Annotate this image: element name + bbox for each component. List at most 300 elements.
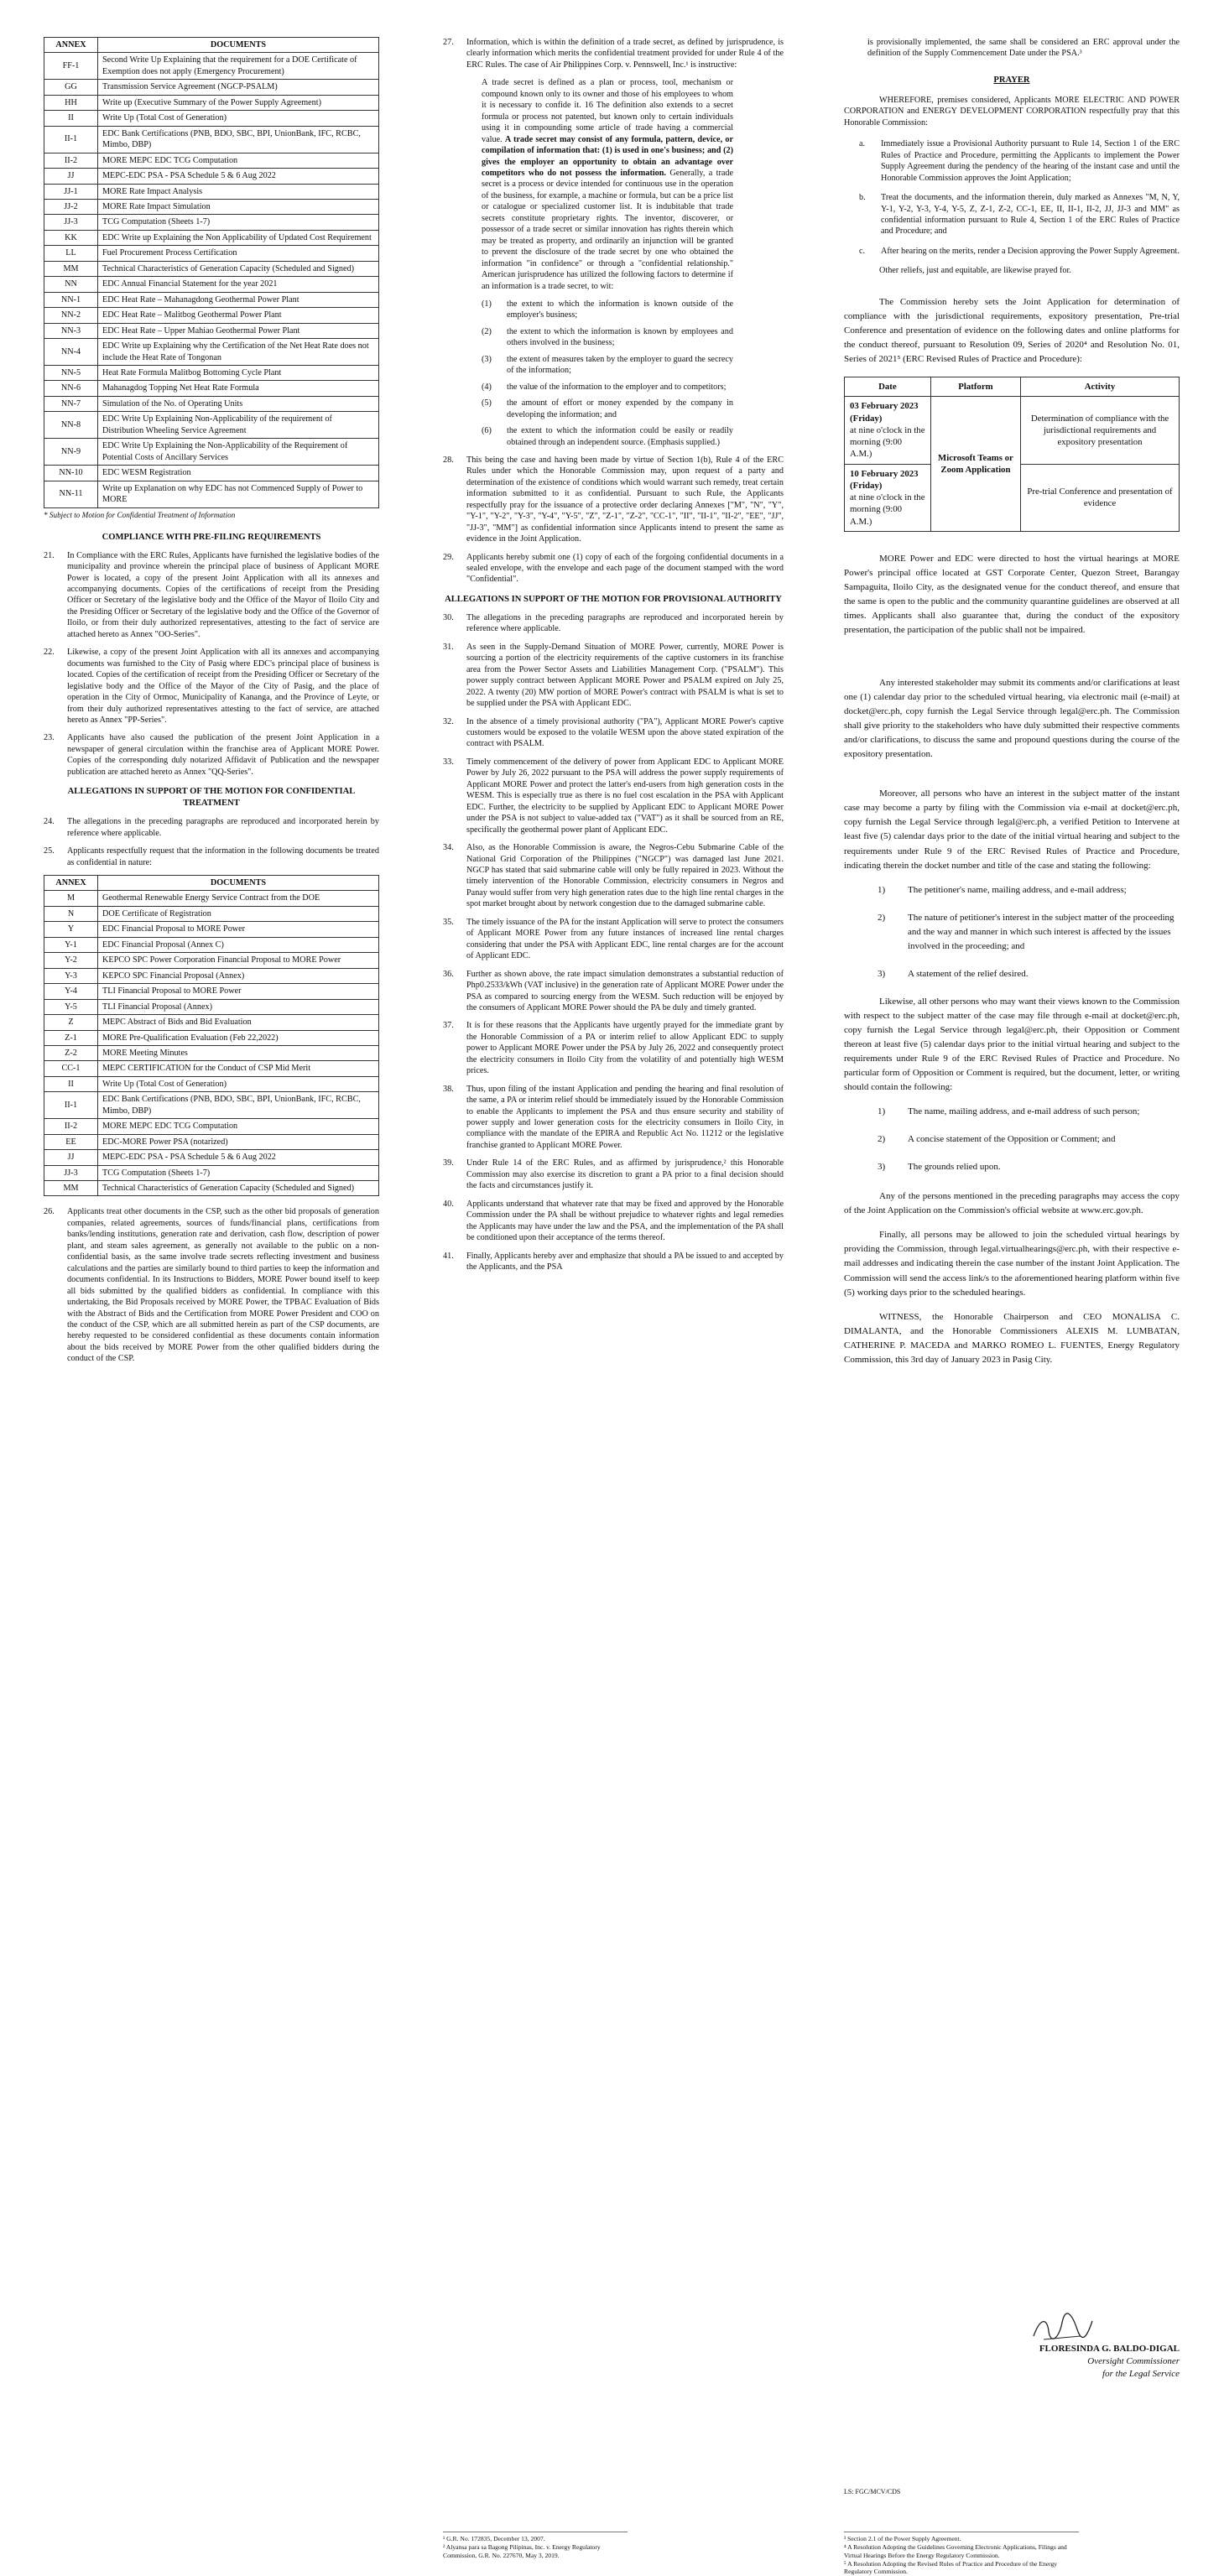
annex-code: EE	[44, 1134, 98, 1149]
requirement-number: 3)	[878, 968, 886, 979]
paragraph-text: Applicants respectfully request that the information in the following documents be treated as confidential in nature:	[67, 846, 379, 867]
trade-secret-factors	[482, 299, 733, 448]
prayer-item-c	[844, 246, 1180, 257]
table-row	[44, 984, 379, 999]
paragraph-number: 23.	[44, 733, 55, 743]
platform-header: Platform	[930, 377, 1020, 397]
annex-code: II-1	[44, 126, 98, 153]
annex-code: MM	[44, 1181, 98, 1196]
item-letter: c.	[859, 246, 866, 256]
requirement-number: 3)	[878, 1162, 886, 1173]
paragraph-text: Further as shown above, the rate impact simulation demonstrates a substantial reduction of Php0.2533/kWh (VAT inclusive) in the generation rate of Applicant MORE Power under the PSA as compared to sourcing energy from the WESM. Such reduction will be enjoyed by the consumers of Applicant MORE Power should the PA be duly and timely granted.	[466, 969, 784, 1012]
paragraph-number: 30.	[443, 612, 454, 622]
annex-code: N	[44, 906, 98, 921]
annex-code: Y-4	[44, 984, 98, 999]
table-row	[44, 481, 379, 507]
table-row	[44, 1015, 379, 1030]
footnote: ³ Section 2.1 of the Power Supply Agreement.	[844, 2535, 961, 2542]
footnote: ² Alyansa para sa Bagong Pilipinas, Inc. v. Energy Regulatory Commission, G.R. No. 227670, May 3, 2019.	[443, 2542, 601, 2559]
table-row	[44, 1134, 379, 1149]
annex-document: MORE Rate Impact Analysis	[98, 184, 379, 199]
paragraph-21	[44, 550, 379, 641]
paragraph-number: 33.	[443, 757, 454, 767]
paragraph-text: In Compliance with the ERC Rules, Applicants have furnished the legislative bodies of the municipality and province wherein the principal place of business of Applicant MORE Power is located, a copy of the present Joint Application with all its annexes and accompanying documents. Copies of the certifications of receipt from the Presiding Officer or Secretary of the legislative body and the Office of the Mayor of Iloilo City and the Presiding Officer or Secretary of the legislative body and the Office of the Governor of Iloilo, or from their duly authorized representatives, attesting to the fact of service are attached hereto as Annex "OO-Series".	[67, 550, 379, 639]
table-row	[44, 126, 379, 153]
annex-code: NN-6	[44, 381, 98, 396]
item-letter: b.	[859, 193, 866, 203]
annex-code: GG	[44, 80, 98, 95]
table-row	[44, 937, 379, 952]
annex-code: JJ-2	[44, 199, 98, 214]
annex-document: EDC Financial Proposal (Annex C)	[98, 937, 379, 952]
annex-document: MEPC Abstract of Bids and Bid Evaluation	[98, 1015, 379, 1030]
annex-code: II-2	[44, 1119, 98, 1134]
hearing-venue-paragraph: MORE Power and EDC were directed to host the virtual hearings at MORE Power's principal office located at GST Corporate Center, Quezon Street, Barangay Sampaguita, Iloilo City, as the designated venue for the conduct thereof, and ensure that the same is open to the public and the community quarantine guidelines are observed at all times. Applicants shall also guarantee that, during the conduct of the expository presentation, the participation of the public shall not be impaired.	[844, 553, 1180, 635]
paragraph-text: Also, as the Honorable Commission is aware, the Negros-Cebu Submarine Cable of the National Grid Corporation of the Philippines ("NGCP") was damaged last June 2021. NGCP has stated that said submarine cable will only be fully repaired in 2023. Without the timely intervention of the Honorable Commission, electricity consumers in Negros and Panay would suffer from very high generation rates due to the high line rental charges in the spot market brought about by network congestion due to the damaged submarine cable.	[466, 843, 784, 909]
signature-block	[1003, 2343, 1180, 2381]
table-row	[44, 169, 379, 184]
table-row	[44, 1030, 379, 1045]
annex-code: NN-9	[44, 439, 98, 466]
annex-code: Z-1	[44, 1030, 98, 1045]
annex-code: NN-3	[44, 323, 98, 338]
paragraph-24	[44, 816, 379, 839]
requirement-item	[878, 883, 1180, 898]
table-row	[44, 277, 379, 292]
column-left	[44, 37, 379, 1371]
reference-initials: LS: FGC/MCV/CDS	[844, 2488, 901, 2495]
table-row	[44, 339, 379, 366]
list-item-text: the extent of measures taken by the employer to guard the secrecy of the information;	[507, 354, 733, 376]
paragraph-number: 41.	[443, 1251, 454, 1261]
paragraph-text: The allegations in the preceding paragraphs are reproduced and incorporated herein by reference where applicable.	[466, 612, 784, 634]
list-item-text: the amount of effort or money expended by the company in developing the information; and	[507, 398, 733, 419]
annex-code: II-2	[44, 153, 98, 168]
table-row	[44, 246, 379, 261]
list-item-number: (5)	[482, 398, 492, 409]
annex-document: Mahanagdog Topping Net Heat Rate Formula	[98, 381, 379, 396]
paragraph-40	[443, 1199, 784, 1244]
prayer-item-a	[844, 138, 1180, 184]
table-row	[44, 412, 379, 439]
list-item	[482, 382, 733, 393]
prayer-intro: WHEREFORE, premises considered, Applicants MORE ELECTRIC AND POWER CORPORATION and ENERGY DEVELOPMENT CORPORATION respectfully pray that this Honorable Commission:	[844, 95, 1180, 127]
signatory-title: Oversight Commissioner	[1087, 2355, 1180, 2366]
prayer-item-b	[844, 192, 1180, 237]
table-row	[44, 199, 379, 214]
paragraph-number: 35.	[443, 917, 454, 927]
paragraph-number: 21.	[44, 550, 55, 560]
annex-code: NN-4	[44, 339, 98, 366]
annex-table-2	[44, 875, 379, 1197]
quote-text: A trade secret is defined as a plan or process, tool, mechanism or compound known only to its owner and those of his employees to whom it is necessary to confide it. 16 The definition also extends to a secret formula or process not patented, but known only to certain individuals using it in compounding some article of trade having a commercial value.	[482, 78, 733, 144]
paragraph-text: Finally, Applicants hereby aver and emphasize that should a PA be issued to and accepted by the Applicants, and the PSA	[466, 1251, 784, 1272]
annex-document: MORE MEPC EDC TCG Computation	[98, 1119, 379, 1134]
annex-document: MORE Pre-Qualification Evaluation (Feb 22,2022)	[98, 1030, 379, 1045]
paragraph-31	[443, 642, 784, 710]
annex-document: Simulation of the No. of Operating Units	[98, 396, 379, 411]
annex-document: Write up (Executive Summary of the Power Supply Agreement)	[98, 95, 379, 110]
list-item-number: (4)	[482, 382, 492, 392]
table-row	[44, 1045, 379, 1060]
signatory-name: FLORESINDA G. BALDO-DIGAL	[1039, 2344, 1180, 2354]
annex-code: M	[44, 891, 98, 906]
annex-document: MORE MEPC EDC TCG Computation	[98, 153, 379, 168]
annex-document: KEPCO SPC Financial Proposal (Annex)	[98, 968, 379, 983]
table-row	[44, 1076, 379, 1091]
intervention-paragraph: Moreover, all persons who have an interest in the subject matter of the instant case may become a party by filing with the Commission via e-mail at docket@erc.ph, copy furnish the Legal Service through legal@erc.ph, a verified Petition to Intervene at least five (5) calendar days prior to the date of the initial virtual hearing and subject to the requirements under Rule 9 of the ERC Revised Rules of Practice and Procedure, indicating therein the docket number and title of the case and stating the following:	[844, 788, 1180, 871]
paragraph-29	[443, 552, 784, 585]
paragraph-number: 39.	[443, 1158, 454, 1168]
paragraph-text: Applicants treat other documents in the CSP, such as the other bid proposals of generation companies, related agreements, sources of funds/financial plans, certifications from banks/lending institutions, generation rate and derivation, cash flow, description of power plant, and steam sales agreement, as generally not available to the public on a non-confidential basis, as the same involve trade secrets reflecting investment and business calculations and the parties are similarly bound to third parties to keep the information and documents confidential. In its Instructions to Bidders, MORE Power bound itself to keep all bids submitted by the qualified bidders as confidential. In compliance with this undertaking, the Bid Proposals received by MORE Power, the TPBAC Evaluation of Bids with the Abstract of Bids and the Certification from MORE Power President and COO on the conduct of the CSP, which are all submitted herein as part of the CSP documents, are hereby requested to be considered confidential as these documents contain information about the bids received by MORE Power from the other qualified bidders during the conduct of the CSP.	[67, 1207, 379, 1364]
annex-header: ANNEX	[44, 38, 98, 53]
table-row	[44, 922, 379, 937]
list-item	[482, 299, 733, 321]
annex-code: Y-2	[44, 953, 98, 968]
table-row	[44, 968, 379, 983]
annex-code: Y-5	[44, 999, 98, 1014]
paragraph-number: 32.	[443, 716, 454, 726]
paragraph-text: Applicants have also caused the publication of the present Joint Application in a newspaper of general circulation within the franchise area of Applicant MORE Power. Copies of the corresponding duly notarized Affidavit of Publication and the newspaper publication are attached hereto as Annex "QQ-Series".	[67, 733, 379, 777]
confidential-note: * Subject to Motion for Confidential Treatment of Information	[44, 510, 236, 519]
annex-code: NN-8	[44, 412, 98, 439]
annex-table-2-body	[44, 891, 379, 1196]
footnote: ⁴ A Resolution Adopting the Guidelines Governing Electronic Applications, Filings and Virtual Hearings Before the Energy Regulatory Commission.	[844, 2542, 1067, 2559]
list-item-text: the extent to which the information is known outside of the employer's business;	[507, 299, 733, 320]
annex-code: Y	[44, 922, 98, 937]
opposition-requirements	[844, 1105, 1180, 1174]
item-text: Immediately issue a Provisional Authority pursuant to Rule 14, Section 1 of the ERC Rules of Practice and Procedure, permitting the Applicants to implement the Power Supply Agreement during the pendency of the hearing of the instant case and until the Honorable Commission approves the Joint Application;	[881, 139, 1180, 183]
other-reliefs: Other reliefs, just and equitable, are likewise prayed for.	[879, 266, 1071, 276]
list-item-text: the extent to which the information could be easily or readily obtained through an independent source. (Emphasis supplied.)	[507, 426, 733, 447]
item-text: After hearing on the merits, render a Decision approving the Power Supply Agreement.	[881, 246, 1180, 256]
annex-code: Z	[44, 1015, 98, 1030]
requirement-number: 2)	[878, 1134, 886, 1145]
requirement-item	[878, 911, 1180, 954]
annex-document: EDC Heat Rate – Malitbog Geothermal Power Plant	[98, 308, 379, 323]
requirement-item	[878, 1105, 1180, 1119]
section-heading-provisional: ALLEGATIONS IN SUPPORT OF THE MOTION FOR PROVISIONAL AUTHORITY	[445, 594, 782, 604]
annex-document: EDC Heat Rate – Upper Mahiao Geothermal Power Plant	[98, 323, 379, 338]
annex-table-1-body	[44, 53, 379, 507]
table-row	[44, 1119, 379, 1134]
section-heading-compliance: COMPLIANCE WITH PRE-FILING REQUIREMENTS	[102, 532, 321, 542]
list-item-number: (1)	[482, 299, 492, 309]
annex-document: EDC Write up Explaining why the Certification of the Net Heat Rate does not include the Heat Rate of Tongonan	[98, 339, 379, 366]
annex-code: II	[44, 111, 98, 126]
annex-code: MM	[44, 261, 98, 276]
annex-code: LL	[44, 246, 98, 261]
requirement-item	[878, 1160, 1180, 1174]
paragraph-number: 27.	[443, 38, 454, 47]
table-row	[44, 230, 379, 245]
requirement-number: 1)	[878, 1106, 886, 1117]
annex-code: Y-1	[44, 937, 98, 952]
list-item	[482, 354, 733, 377]
annex-document: MEPC CERTIFICATION for the Conduct of CSP Mid Merit	[98, 1061, 379, 1076]
witness-paragraph: WITNESS, the Honorable Chairperson and CEO MONALISA C. DIMALANTA, and the Honorable Commissioners ALEXIS M. LUMBATAN, CATHERINE P. MACEDA and MARKO ROMEO L. FUENTES, Energy Regulatory Commission, this 3rd day of January 2023 in Pasig City.	[844, 1311, 1180, 1365]
annex-document: TLI Financial Proposal (Annex)	[98, 999, 379, 1014]
paragraph-number: 24.	[44, 817, 55, 827]
schedule-date	[845, 464, 931, 531]
annex-document: EDC Write Up Explaining Non-Applicability of the requirement of Distribution Wheeling Service Agreement	[98, 412, 379, 439]
annex-code: II	[44, 1076, 98, 1091]
table-row	[44, 906, 379, 921]
annex-code: II-1	[44, 1092, 98, 1119]
annex-document: Technical Characteristics of Generation Capacity (Scheduled and Signed)	[98, 261, 379, 276]
paragraph-number: 37.	[443, 1021, 454, 1031]
annex-code: NN-2	[44, 308, 98, 323]
paragraph-22	[44, 647, 379, 726]
paragraph-41	[443, 1251, 784, 1273]
footnote: ⁵ A Resolution Adopting the Revised Rules of Practice and Procedure of the Energy Regulatory Commission.	[844, 2559, 1058, 2576]
annex-document: Technical Characteristics of Generation Capacity (Scheduled and Signed)	[98, 1181, 379, 1196]
table-row	[44, 1092, 379, 1119]
paragraph-number: 25.	[44, 846, 55, 856]
annex-code: NN-10	[44, 466, 98, 481]
paragraph-text: Under Rule 14 of the ERC Rules, and as affirmed by jurisprudence,² this Honorable Commission may also exercise its discretion to grant a PA prior to a final decision should the facts and circumstances justify it.	[466, 1158, 784, 1191]
table-row	[44, 95, 379, 110]
paragraph-text: Applicants understand that whatever rate that may be fixed and approved by the Honorable Commission under the PA shall be without prejudice to whatever rights and legal remedies the Applicants may have under the law and the PSA, and the implementation of the PA shall be conditioned upon their acceptance of the terms thereof.	[466, 1199, 784, 1243]
paragraph-41-continued: is provisionally implemented, the same shall be considered an ERC approval under the definition of the Supply Commencement Date under the PSA.³	[867, 38, 1180, 59]
table-row	[44, 292, 379, 307]
paragraph-36	[443, 969, 784, 1014]
paragraph-number: 38.	[443, 1084, 454, 1094]
requirement-text: The petitioner's name, mailing address, and e-mail address;	[908, 884, 1127, 895]
list-item	[482, 326, 733, 349]
annex-header: ANNEX	[44, 875, 98, 890]
paragraph-27	[443, 37, 784, 70]
table-row	[44, 891, 379, 906]
list-item-number: (2)	[482, 326, 492, 336]
table-row	[44, 953, 379, 968]
annex-code: JJ	[44, 1150, 98, 1165]
annex-code: NN	[44, 277, 98, 292]
table-row	[44, 1181, 379, 1196]
annex-code: JJ-3	[44, 215, 98, 230]
schedule-date	[845, 397, 931, 464]
schedule-time: at nine o'clock in the morning (9:00 A.M.)	[850, 492, 925, 527]
table-row	[44, 323, 379, 338]
annex-code: NN-1	[44, 292, 98, 307]
item-text: Treat the documents, and the information therein, duly marked as Annexes "M, N, Y, Y-1, Y-2, Y-3, Y-4, Y-5, Z, Z-1, Z-2, CC-1, EE, II, II-1, II-2, JJ, JJ-3 and MM" as confidential information pursuant to Rule 4, Section 1 of the ERC Rules of Practice and Procedure; and	[881, 193, 1180, 237]
schedule-date-bold: 03 February 2023 (Friday)	[850, 401, 919, 424]
annex-document: EDC Bank Certifications (PNB, BDO, SBC, BPI, UnionBank, IFC, RCBC, Mimbo, DBP)	[98, 126, 379, 153]
paragraph-23	[44, 732, 379, 778]
signature-scribble-icon	[1029, 2311, 1096, 2344]
paragraph-38	[443, 1084, 784, 1152]
annex-document: MEPC-EDC PSA - PSA Schedule 5 & 6 Aug 2022	[98, 169, 379, 184]
join-hearings-paragraph: Finally, all persons may be allowed to join the scheduled virtual hearings by providing the Commission, through legal.virtualhearings@erc.ph, with their respective e-mail addresses and indicating therein the case number of the instant Joint Application. The Commission will send the access link/s to the aforementioned hearing platform within five (5) working days prior to the scheduled hearings.	[844, 1230, 1180, 1298]
table-row	[44, 999, 379, 1014]
requirement-number: 2)	[878, 912, 886, 923]
paragraph-number: 22.	[44, 648, 55, 658]
paragraph-text: Likewise, a copy of the present Joint Application with all its annexes and accompanying documents was furnished to the City of Pasig where EDC's principal place of business is located. Copies of the certification of receipt from the Presiding Officer or Secretary of the legislative body and the Office of the Mayor of the City of Pasig, and the place of operation in the City of Ormoc, Municipality of Kananga, and the Province of Leyte, or from their duly authorized representatives attesting to the fact of service, are attached hereto as Annex "PP-Series".	[67, 648, 379, 725]
annex-document: EDC Heat Rate – Mahanagdong Geothermal Power Plant	[98, 292, 379, 307]
paragraph-number: 40.	[443, 1199, 454, 1209]
list-item-text: the value of the information to the employer and to competitors;	[507, 382, 727, 392]
annex-document: EDC Financial Proposal to MORE Power	[98, 922, 379, 937]
schedule-row	[845, 397, 1180, 464]
paragraph-number: 34.	[443, 843, 454, 853]
activity-header: Activity	[1021, 377, 1180, 397]
annex-document: MEPC-EDC PSA - PSA Schedule 5 & 6 Aug 2022	[98, 1150, 379, 1165]
date-header: Date	[845, 377, 931, 397]
annex-code: FF-1	[44, 53, 98, 80]
paragraph-number: 28.	[443, 455, 454, 465]
footnotes-middle	[443, 2532, 628, 2560]
annex-code: KK	[44, 230, 98, 245]
annex-document: EDC Annual Financial Statement for the year 2021	[98, 277, 379, 292]
annex-code: NN-11	[44, 481, 98, 507]
quote-bold-text: A trade secret may consist of any formula, pattern, device, or compilation of information that: (1) is used in one's business; and (2) gives the employer an opportunity to obtain an advantage over competitors who do not possess the information.	[482, 134, 734, 178]
annex-document: KEPCO SPC Power Corporation Financial Proposal to MORE Power	[98, 953, 379, 968]
table-row	[44, 396, 379, 411]
annex-document: EDC WESM Registration	[98, 466, 379, 481]
paragraph-text: The timely issuance of the PA for the instant Application will serve to protect the consumers of Applicant MORE Power from any future instances of increased line rental charges considering that under the PSA with Applicant EDC, line rental charges are for the account of Applicant EDC.	[466, 917, 784, 961]
paragraph-number: 31.	[443, 642, 454, 652]
schedule-activity: Determination of compliance with the jurisdictional requirements and expository presentation	[1021, 397, 1180, 464]
table-row	[44, 80, 379, 95]
annex-code: Y-3	[44, 968, 98, 983]
paragraph-34	[443, 842, 784, 910]
paragraph-33	[443, 757, 784, 835]
annex-document: Second Write Up Explaining that the requirement for a DOE Certificate of Exemption does not apply (Emergency Procurement)	[98, 53, 379, 80]
requirement-text: A concise statement of the Opposition or Comment; and	[908, 1134, 1116, 1145]
annex-document: DOE Certificate of Registration	[98, 906, 379, 921]
requirement-text: A statement of the relief desired.	[908, 968, 1029, 979]
block-quote	[482, 77, 733, 292]
table-row	[44, 1061, 379, 1076]
schedule-platform: Microsoft Teams or Zoom Application	[930, 397, 1020, 532]
annex-document: Transmission Service Agreement (NGCP-PSALM)	[98, 80, 379, 95]
annex-table-1	[44, 37, 379, 508]
annex-document: TLI Financial Proposal to MORE Power	[98, 984, 379, 999]
list-item-text: the extent to which the information is known by employees and others involved in the business;	[507, 326, 733, 348]
paragraph-30	[443, 612, 784, 635]
table-row	[44, 1165, 379, 1180]
paragraph-text: Thus, upon filing of the instant Application and pending the hearing and final resolution of the same, a PA or interim relief should be immediately issued by the Honorable Commission to enable the Applicants to implement the PSA and thus ensure security and stability of power supply and lower generation costs for the electricity consumers in Iloilo City, in compliance with the mandate of the EPIRA and Republic Act No. 11212 or the legislative franchise granted to Applicant MORE Power.	[466, 1084, 784, 1150]
paragraph-35	[443, 917, 784, 962]
paragraph-text: Information, which is within the definition of a trade secret, as defined by jurisprudence, is clearly information which merits the confidential treatment provided for under Rule 4 of the ERC Rules. The case of Air Philippines Corp. v. Pennswell, Inc.¹ is instructive:	[466, 38, 784, 70]
paragraph-26	[44, 1206, 379, 1364]
annex-code: HH	[44, 95, 98, 110]
paragraph-32	[443, 716, 784, 750]
paragraph-37	[443, 1020, 784, 1076]
paragraph-text: In the absence of a timely provisional authority ("PA"), Applicant MORE Power's captive customers would be exposed to the volatile WESM upon the above stated expiration of the contract with PSALM.	[466, 716, 784, 749]
table-row	[44, 215, 379, 230]
annex-document: Fuel Procurement Process Certification	[98, 246, 379, 261]
hearing-schedule-table	[844, 377, 1180, 532]
paragraph-28	[443, 455, 784, 545]
footnotes-right	[844, 2532, 1079, 2576]
column-middle	[443, 37, 784, 1279]
list-item	[482, 425, 733, 448]
annex-code: NN-5	[44, 365, 98, 380]
annex-document: EDC Write Up Explaining the Non-Applicability of the Requirement of Potential Costs of Ancillary Services	[98, 439, 379, 466]
requirement-item	[878, 1132, 1180, 1147]
paragraph-text: As seen in the Supply-Demand Situation of MORE Power, currently, MORE Power is sourcing a portion of the electricity requirements of the captive customers in its franchise area from the Power Sector Assets and Liabilities Management Corp. ("PSALM"). This power supply contract between Applicant MORE Power and PSALM expired on July 25, 2022. A twenty (20) MW portion of MORE Power's contract with PSALM is what is set to be supplied under the PSA with Applicant EDC.	[466, 642, 784, 709]
requirement-text: The nature of petitioner's interest in the subject matter of the proceeding and the way and manner in which such interest is affected by the issues involved in the proceeding; and	[908, 912, 1175, 951]
table-row	[44, 381, 379, 396]
table-row	[44, 261, 379, 276]
documents-header: DOCUMENTS	[98, 875, 379, 890]
table-row	[44, 1150, 379, 1165]
annex-document: EDC Bank Certifications (PNB, BDO, SBC, BPI, UnionBank, IFC, RCBC, Mimbo, DBP)	[98, 1092, 379, 1119]
paragraph-text: This being the case and having been made by virtue of Section 1(b), Rule 4 of the ERC Rules under which the Honorable Commission may, upon request of a party and determination of the existence of conditions which would warrant such remedy, treat certain information submitted to it as confidential. Pursuant to such Rule, the Applicants respectfully pray for the issuance of a protective order declaring Annexes ["M", "N", "Y", "Y-1", "Y-2", "Y-3", "Y-4", "Y-5", "Z", "Z-1", "Z-2", "CC-1", "II", "II-1", "II-2", "EE", "JJ", "JJ-3", "MM"] as confidential information since Applicants intend to present the same as evidence in the Joint Application.	[466, 455, 784, 544]
annex-document: TCG Computation (Sheets 1-7)	[98, 1165, 379, 1180]
annex-code: NN-7	[44, 396, 98, 411]
list-item	[482, 398, 733, 420]
requirement-text: The grounds relied upon.	[908, 1162, 1001, 1173]
schedule-date-bold: 10 February 2023 (Friday)	[850, 468, 919, 491]
footnote: ¹ G.R. No. 172835, December 13, 2007.	[443, 2535, 545, 2542]
annex-code: JJ-1	[44, 184, 98, 199]
stakeholder-comments-paragraph: Any interested stakeholder may submit its comments and/or clarifications at least one (1) calendar day prior to the scheduled virtual hearing, via electronic mail (e-mail) at docket@erc.ph, copy furnish the Legal Service through legal@erc.ph. The Commission shall give priority to the stakeholders who have duly submitted their respective comments and/or clarifications, to discuss the same and propound questions during the course of the expository presentation.	[844, 678, 1180, 760]
documents-header: DOCUMENTS	[98, 38, 379, 53]
list-item-number: (3)	[482, 354, 492, 364]
annex-document: MORE Meeting Minutes	[98, 1045, 379, 1060]
table-row	[44, 466, 379, 481]
table-row	[44, 184, 379, 199]
paragraph-text: It is for these reasons that the Applicants have urgently prayed for the immediate grant by the Honorable Commission of a PA or interim relief to allow Applicant EDC to supply power to Applicant MORE Power under the PSA by July 26, 2022 and consequently protect the electricity consumers in Iloilo City from the volatility of and potentially high WESM prices.	[466, 1021, 784, 1076]
item-letter: a.	[859, 139, 866, 149]
list-item-number: (6)	[482, 426, 492, 436]
paragraph-25	[44, 846, 379, 868]
annex-document: Write Up (Total Cost of Generation)	[98, 1076, 379, 1091]
access-paragraph: Any of the persons mentioned in the preceding paragraphs may access the copy of the Joint Application on the Commission's official website at www.erc.gov.ph.	[844, 1191, 1180, 1216]
annex-code: CC-1	[44, 1061, 98, 1076]
section-heading-confidential: ALLEGATIONS IN SUPPORT OF THE MOTION FOR CONFIDENTIAL TREATMENT	[67, 787, 356, 809]
requirement-item	[878, 967, 1180, 981]
table-row	[44, 308, 379, 323]
annex-document: Write Up (Total Cost of Generation)	[98, 111, 379, 126]
paragraph-text: Applicants hereby submit one (1) copy of each of the forgoing confidential documents in a sealed envelope, with the envelope and each page of the document stamped with the word "Confidential".	[466, 552, 784, 585]
annex-document: MORE Rate Impact Simulation	[98, 199, 379, 214]
paragraph-text: The allegations in the preceding paragraphs are reproduced and incorporated herein by reference where applicable.	[67, 817, 379, 838]
annex-document: Write up Explanation on why EDC has not Commenced Supply of Power to MORE	[98, 481, 379, 507]
opposition-paragraph: Likewise, all other persons who may want their views known to the Commission with respect to the subject matter of the case may file through e-mail at docket@erc.ph, copy furnish the Legal Service through legal@erc.ph, their Opposition or Comment thereon at least five (5) calendar days prior to the initial virtual hearing and subject to the requirements under Rule 9 of the ERC Revised Rules of Practice and Procedure. No particular form of Opposition or Comment is required, but the document, letter, or writing should contain the following:	[844, 996, 1180, 1093]
schedule-activity: Pre-trial Conference and presentation of evidence	[1021, 464, 1180, 531]
annex-document: EDC Write up Explaining the Non Applicability of Updated Cost Requirement	[98, 230, 379, 245]
annex-document: TCG Computation (Sheets 1-7)	[98, 215, 379, 230]
intervention-requirements	[844, 883, 1180, 981]
requirement-text: The name, mailing address, and e-mail address of such person;	[908, 1106, 1140, 1117]
annex-document: Heat Rate Formula Malitbog Bottoming Cycle Plant	[98, 365, 379, 380]
annex-code: Z-2	[44, 1045, 98, 1060]
paragraph-text: Timely commencement of the delivery of power from Applicant EDC to Applicant MORE Power by July 26, 2022 pursuant to the PSA will address the power supply requirements of Applicant MORE Power and protect the latter's end-users from high generation costs in the WESM. This is especially true as there is no fuel cost escalation in the PSA with Applicant EDC. Further, the electricity to be supplied by Applicant EDC to Applicant MORE Power under the PSA is not subject to value-added tax ("VAT") as it shall be sourced from an RE, specifically the geothermal power plant of Applicant EDC.	[466, 757, 784, 835]
signatory-subtitle: for the Legal Service	[1102, 2368, 1180, 2379]
annex-document: EDC-MORE Power PSA (notarized)	[98, 1134, 379, 1149]
column-right	[844, 37, 1180, 1377]
table-row	[44, 439, 379, 466]
prayer-heading: PRAYER	[993, 75, 1030, 85]
commission-setting-paragraph: The Commission hereby sets the Joint Application for determination of compliance with the jurisdictional requirements, expository presentation, Pre-trial Conference and presentation of evidence on the following dates and online platforms for the conduct thereof, pursuant to Resolution 09, Series of 2020⁴ and Resolution No. 01, Series of 2021⁵ (ERC Revised Rules of Practice and Procedure):	[844, 296, 1180, 364]
table-row	[44, 365, 379, 380]
table-row	[44, 111, 379, 126]
paragraph-number: 36.	[443, 969, 454, 979]
quote-text-rest: Generally, a trade secret is a process or device intended for continuous use in the operation of the business, for example, a machine or formula, but can be a price list or catalogue or specialized customer list. It is indubitable that trade secrets constitute proprietary rights. The inventor, discoverer, or possessor of a trade secret or similar innovation has rights therein which may be treated as property, and ordinarily an injunction will be granted to prevent the disclosure of the trade secret by one who obtained the information "in confidence" or through a "confidential relationship." American jurisprudence has utilized the following factors to determine if an information is a trade secret, to wit:	[482, 168, 733, 291]
requirement-number: 1)	[878, 884, 886, 895]
annex-code: JJ	[44, 169, 98, 184]
schedule-time: at nine o'clock in the morning (9:00 A.M.)	[850, 424, 925, 460]
table-row	[44, 53, 379, 80]
paragraph-number: 26.	[44, 1207, 55, 1217]
annex-code: JJ-3	[44, 1165, 98, 1180]
table-row	[44, 153, 379, 168]
annex-document: Geothermal Renewable Energy Service Contract from the DOE	[98, 891, 379, 906]
paragraph-39	[443, 1158, 784, 1191]
